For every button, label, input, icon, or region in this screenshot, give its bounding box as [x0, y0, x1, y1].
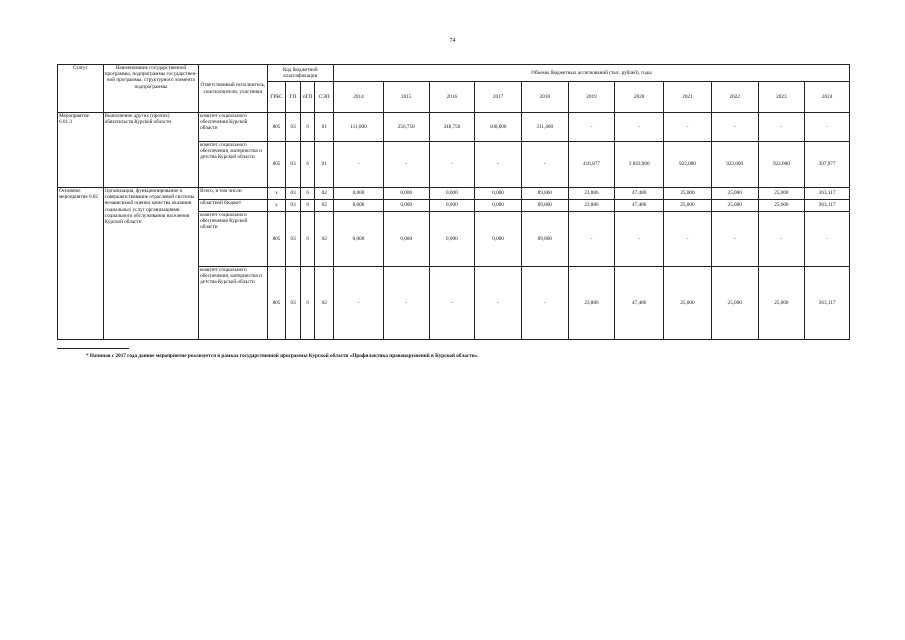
row-value: 23,886 — [568, 200, 615, 212]
row-code: 03 — [286, 113, 301, 142]
table-row — [58, 113, 850, 142]
header-year: 2024 — [805, 82, 850, 113]
row-value: 416,877 — [568, 142, 615, 188]
row-value: 25,000 — [758, 267, 805, 340]
row-responsible: комитет социального обеспечения, материнства и детства Курской области — [199, 267, 268, 340]
row-value: - — [615, 113, 664, 142]
row-code: 805 — [267, 113, 286, 142]
row-value: 311,400 — [521, 113, 568, 142]
page-number: 74 — [449, 38, 456, 44]
header-year: 2019 — [568, 82, 615, 113]
row-value: - — [568, 113, 615, 142]
row-responsible: комитет социального обеспечения Курской области — [199, 113, 268, 142]
header-code: пГП — [300, 82, 315, 113]
row-value: 0,000 — [383, 212, 429, 267]
row-value: 922,000 — [711, 142, 758, 188]
row-value: 256,750 — [383, 113, 429, 142]
row-value: 0,000 — [334, 212, 384, 267]
header-code: ГРБС — [267, 82, 286, 113]
row-value: 25,000 — [664, 267, 712, 340]
row-value: 922,000 — [664, 142, 712, 188]
row-value: 25,000 — [711, 200, 758, 212]
header-code-group: Код бюджетной классификации — [267, 65, 333, 82]
row-value: - — [711, 212, 758, 267]
row-value: 25,000 — [711, 188, 758, 200]
row-value: 25,000 — [664, 200, 712, 212]
row-code: 6 — [300, 212, 315, 267]
row-code: 805 — [267, 267, 286, 340]
row-value: - — [805, 113, 850, 142]
row-value: - — [334, 142, 384, 188]
footnote-divider — [57, 348, 129, 349]
header-year: 2016 — [429, 82, 475, 113]
header-year: 2022 — [711, 82, 758, 113]
row-value: 0,000 — [475, 212, 522, 267]
row-value: 348,750 — [429, 113, 475, 142]
row-value: 0,000 — [429, 188, 475, 200]
row-value: - — [664, 113, 712, 142]
row-value: - — [805, 212, 850, 267]
header-year: 2018 — [521, 82, 568, 113]
budget-table — [57, 64, 850, 340]
header-row-1 — [58, 65, 850, 82]
row-code: 03 — [286, 267, 301, 340]
row-name: Выполнение других (прочих) обязательств Курской области — [103, 113, 198, 188]
row-value: 363,117 — [805, 267, 850, 340]
row-value: 397,977 — [805, 142, 850, 188]
row-responsible: областной бюджет — [199, 200, 268, 212]
row-value: 47,486 — [615, 267, 664, 340]
row-value: 47,486 — [615, 188, 664, 200]
row-value: - — [711, 113, 758, 142]
header-volume-group: Объемы бюджетных ассигнований (тыс. рублей), годы — [334, 65, 850, 82]
row-name: Организация, функционирование и совершенствование отраслевой системы независимой оценки качества оказания социальных услуг организациями социального обслуживания населения Курской области — [103, 188, 198, 340]
row-code: 02 — [315, 200, 334, 212]
row-value: - — [568, 212, 615, 267]
row-code: 03 — [286, 188, 301, 200]
row-value: 89,860 — [521, 212, 568, 267]
header-year: 2023 — [758, 82, 805, 113]
header-year: 2020 — [615, 82, 664, 113]
header-name: Наименование государственной программы, подпрограммы государствен-ной программы, структурного элемента подпрограммы — [103, 65, 198, 113]
row-code: 6 — [300, 113, 315, 142]
row-code: 02 — [315, 188, 334, 200]
header-year: 2021 — [664, 82, 712, 113]
row-code: 03 — [286, 200, 301, 212]
row-code: 01 — [315, 113, 334, 142]
row-value: 23,886 — [568, 267, 615, 340]
row-value: 25,000 — [758, 188, 805, 200]
row-code: 6 — [300, 200, 315, 212]
table-row — [58, 188, 850, 200]
row-value: - — [758, 212, 805, 267]
row-responsible: комитет социального обеспечения, материнства и детства Курской области — [199, 142, 268, 188]
row-value: 0,000 — [383, 188, 429, 200]
row-value: 25,000 — [664, 188, 712, 200]
row-value: 89,860 — [521, 200, 568, 212]
row-code: 805 — [267, 212, 286, 267]
row-value: - — [383, 267, 429, 340]
row-code: 01 — [315, 142, 334, 188]
row-value: 3 043,900 — [615, 142, 664, 188]
row-value: 922,000 — [758, 142, 805, 188]
row-code: x — [267, 200, 286, 212]
row-status: Мероприятие 6.01.3 — [58, 113, 104, 188]
row-code: 6 — [300, 188, 315, 200]
row-code: 805 — [267, 142, 286, 188]
row-value: 111,000 — [334, 113, 384, 142]
row-value: 363,117 — [805, 188, 850, 200]
header-status: Статус — [58, 65, 104, 113]
row-code: 6 — [300, 142, 315, 188]
row-value: - — [615, 212, 664, 267]
header-code: ГП — [286, 82, 301, 113]
row-value: 363,117 — [805, 200, 850, 212]
row-code: 02 — [315, 267, 334, 340]
row-code: x — [267, 188, 286, 200]
row-value: - — [334, 267, 384, 340]
row-value: - — [475, 142, 522, 188]
row-value: 0,000 — [429, 212, 475, 267]
row-value: - — [758, 113, 805, 142]
row-value: - — [429, 267, 475, 340]
row-value: 100,000 — [475, 113, 522, 142]
header-year: 2015 — [383, 82, 429, 113]
row-value: - — [475, 267, 522, 340]
footnote: * Начиная с 2017 года данное мероприятие реализуется в рамках государственной программы Курской области «Профилактика правонарушений в Курской области». — [86, 353, 479, 359]
header-year: 2017 — [475, 82, 522, 113]
row-value: 0,000 — [334, 200, 384, 212]
row-value: - — [664, 212, 712, 267]
header-responsible: Ответственный исполнитель, соисполнители, участники — [199, 65, 268, 113]
row-value: 0,000 — [383, 200, 429, 212]
row-value: 0,000 — [334, 188, 384, 200]
row-value: 0,000 — [475, 200, 522, 212]
row-value: 23,886 — [568, 188, 615, 200]
row-responsible: Всего, в том числе: — [199, 188, 268, 200]
row-value: - — [383, 142, 429, 188]
row-value: 25,000 — [758, 200, 805, 212]
row-status: Основное мероприятие 6.02 — [58, 188, 104, 340]
row-code: 03 — [286, 142, 301, 188]
header-code: СЭП — [315, 82, 334, 113]
row-value: 0,000 — [475, 188, 522, 200]
row-code: 6 — [300, 267, 315, 340]
header-year: 2014 — [334, 82, 384, 113]
row-code: 02 — [315, 212, 334, 267]
row-code: 03 — [286, 212, 301, 267]
row-value: 25,000 — [711, 267, 758, 340]
row-value: 47,486 — [615, 200, 664, 212]
row-value: - — [521, 142, 568, 188]
row-value: - — [429, 142, 475, 188]
row-value: - — [521, 267, 568, 340]
row-value: 0,000 — [429, 200, 475, 212]
row-responsible: комитет социального обеспечения Курской области — [199, 212, 268, 267]
row-value: 89,860 — [521, 188, 568, 200]
